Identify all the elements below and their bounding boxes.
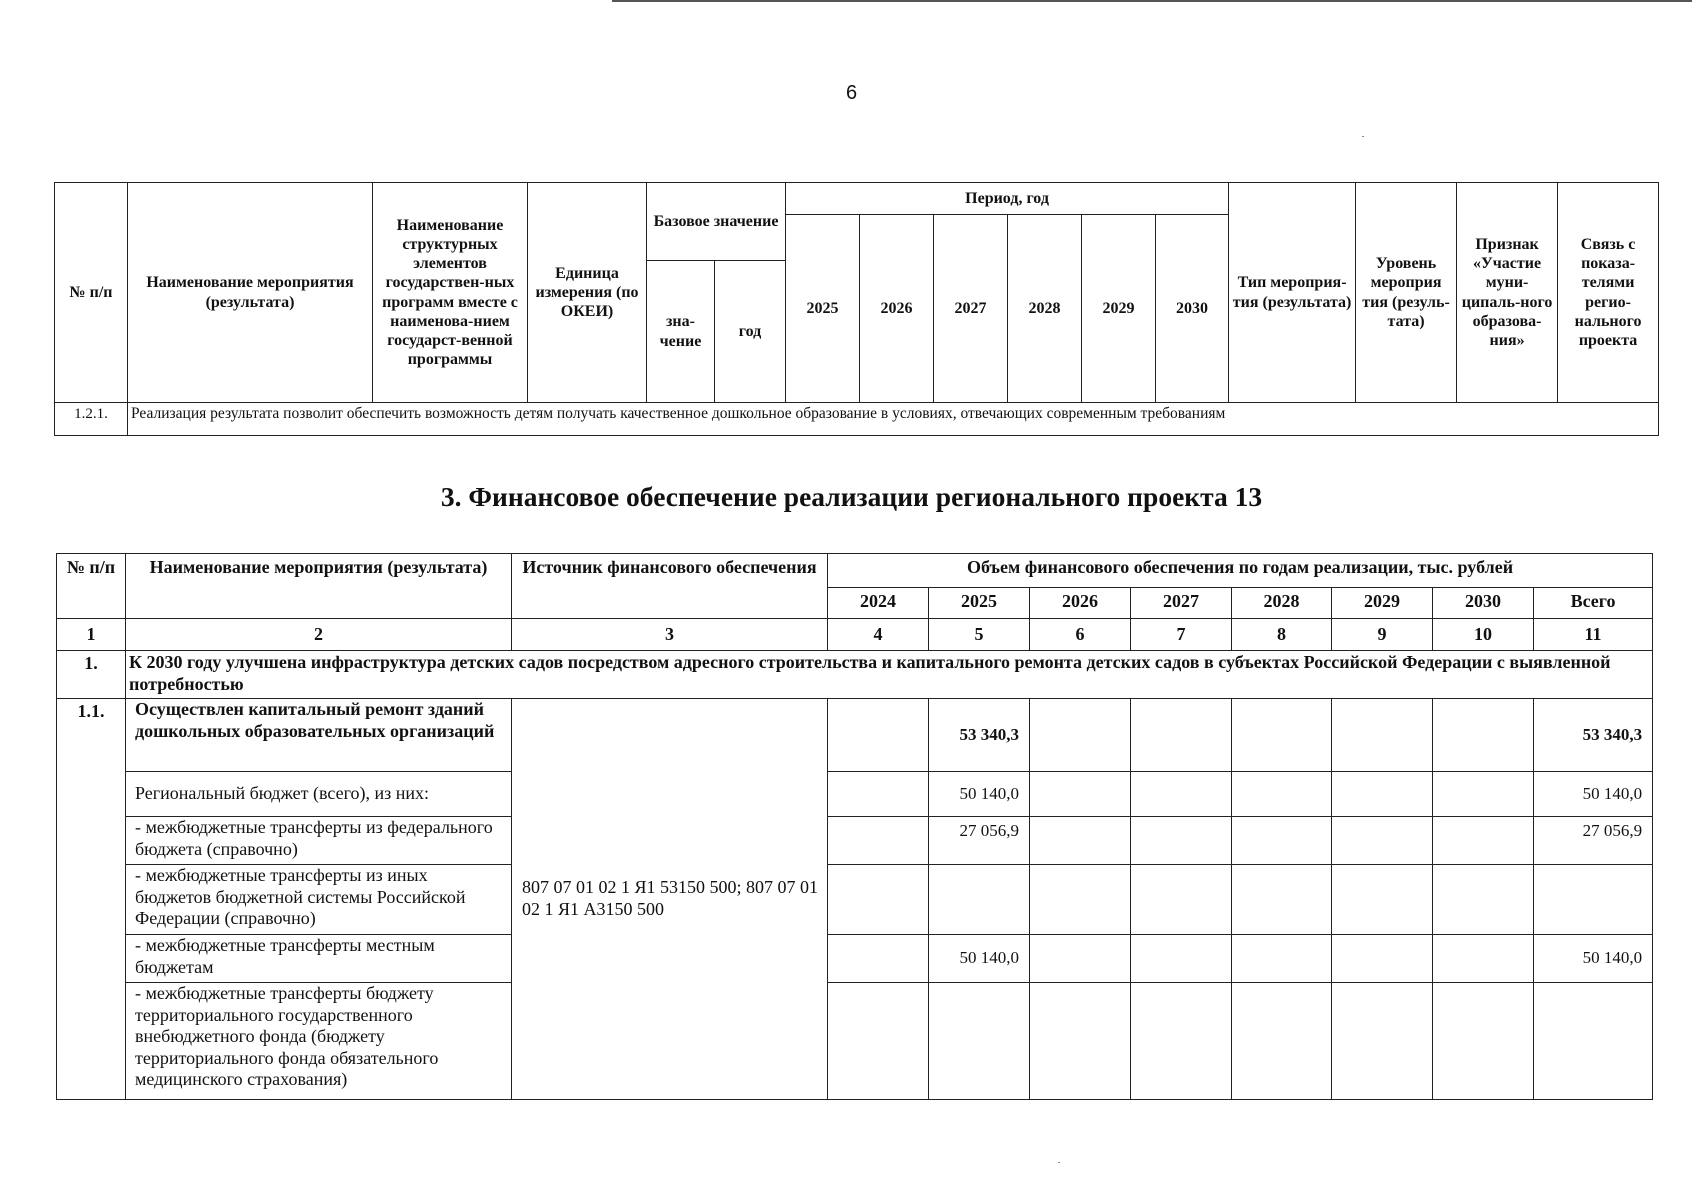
value-cell (1030, 983, 1131, 1100)
value-cell (1030, 935, 1131, 983)
col-municipal-header: Признак «Участие муни-ципаль-ного образова-ния» (1457, 183, 1558, 403)
value-cell (828, 935, 929, 983)
budget-row-name: Региональный бюджет (всего), из них: (126, 772, 512, 817)
scan-speck (1362, 136, 1364, 137)
column-number: 7 (1131, 619, 1232, 651)
year-header: 2027 (1131, 588, 1232, 619)
value-cell (1131, 817, 1232, 865)
budget-row-name: - межбюджетные трансферты из иных бюджетов бюджетной системы Российской Федерации (справочно) (126, 865, 512, 935)
budget-row-name: - межбюджетные трансферты бюджету территориального государственного внебюджетного фонда (бюджету территориального фонда обязательного медицинского страхования) (126, 983, 512, 1100)
col-name-header: Наименование мероприятия (результата) (128, 183, 373, 403)
value-cell (1131, 699, 1232, 772)
base-value-header: зна-чение (647, 261, 715, 403)
column-number: 5 (929, 619, 1030, 651)
value-cell (1332, 935, 1433, 983)
value-cell (929, 983, 1030, 1100)
year-header: 2026 (860, 215, 934, 403)
value-cell (1131, 935, 1232, 983)
value-cell (1131, 983, 1232, 1100)
year-header: 2025 (786, 215, 860, 403)
row-number: 1.2.1. (55, 403, 128, 436)
value-cell (828, 983, 929, 1100)
goal-number: 1. (57, 651, 126, 699)
col-num-header: № п/п (57, 554, 126, 619)
item-number: 1.1. (57, 699, 126, 1100)
column-number: 9 (1332, 619, 1433, 651)
total-cell: 27 056,9 (1534, 817, 1653, 865)
value-cell (1232, 699, 1332, 772)
value-cell (1232, 772, 1332, 817)
funding-source: 807 07 01 02 1 Я1 53150 500; 807 07 01 02 1 Я1 А3150 500 (512, 699, 828, 1100)
year-header: 2030 (1156, 215, 1229, 403)
value-cell (1030, 865, 1131, 935)
value-cell (828, 865, 929, 935)
value-cell (1433, 983, 1534, 1100)
value-cell (1030, 817, 1131, 865)
year-header: 2024 (828, 588, 929, 619)
value-cell (1232, 935, 1332, 983)
value-cell (828, 699, 929, 772)
total-cell: 50 140,0 (1534, 935, 1653, 983)
value-cell: 53 340,3 (929, 699, 1030, 772)
value-cell (1030, 699, 1131, 772)
column-number: 4 (828, 619, 929, 651)
value-cell (1433, 699, 1534, 772)
value-cell (1332, 772, 1433, 817)
value-cell (1131, 865, 1232, 935)
column-number: 1 (57, 619, 126, 651)
total-cell (1534, 865, 1653, 935)
col-num-header: № п/п (55, 183, 128, 403)
col-structural-header: Наименование структурных элементов государствен-ных программ вместе с наименова-нием государст-венной программы (373, 183, 528, 403)
value-cell (1433, 865, 1534, 935)
total-header: Всего (1534, 588, 1653, 619)
total-cell (1534, 983, 1653, 1100)
value-cell (1030, 772, 1131, 817)
value-cell: 50 140,0 (929, 772, 1030, 817)
goal-description: К 2030 году улучшена инфраструктура детских садов посредством адресного строительства и капитального ремонта детских садов в субъектах Российской Федерации с выявленной потребностью (126, 651, 1653, 699)
year-header: 2027 (934, 215, 1008, 403)
column-number: 6 (1030, 619, 1131, 651)
budget-row-name: - межбюджетные трансферты из федерального бюджета (справочно) (126, 817, 512, 865)
column-number: 8 (1232, 619, 1332, 651)
year-header: 2030 (1433, 588, 1534, 619)
scan-speck (1058, 1162, 1060, 1163)
column-number: 2 (126, 619, 512, 651)
financing-table (56, 553, 1653, 1100)
total-cell: 53 340,3 (1534, 699, 1653, 772)
results-table (54, 182, 1659, 436)
value-cell (1433, 772, 1534, 817)
top-rule (612, 0, 1692, 2)
col-base-header: Базовое значение (647, 183, 786, 261)
total-cell: 50 140,0 (1534, 772, 1653, 817)
column-number: 11 (1534, 619, 1653, 651)
col-unit-header: Единица измерения (по ОКЕИ) (528, 183, 647, 403)
col-level-header: Уровень мероприя тия (резуль-тата) (1356, 183, 1457, 403)
column-number: 3 (512, 619, 828, 651)
value-cell: 50 140,0 (929, 935, 1030, 983)
value-cell (1232, 865, 1332, 935)
year-header: 2026 (1030, 588, 1131, 619)
value-cell (1332, 817, 1433, 865)
page-number: 6 (845, 82, 858, 104)
value-cell (1332, 699, 1433, 772)
value-cell (828, 817, 929, 865)
year-header: 2029 (1082, 215, 1156, 403)
value-cell: 27 056,9 (929, 817, 1030, 865)
section-title: 3. Финансовое обеспечение реализации регионального проекта 13 (440, 481, 1263, 512)
column-number: 10 (1433, 619, 1534, 651)
col-volume-header: Объем финансового обеспечения по годам реализации, тыс. рублей (828, 554, 1653, 588)
value-cell (1332, 865, 1433, 935)
col-link-header: Связь с показа-телями регио-нального проекта (1558, 183, 1659, 403)
year-header: 2028 (1232, 588, 1332, 619)
col-name-header: Наименование мероприятия (результата) (126, 554, 512, 619)
value-cell (1131, 772, 1232, 817)
value-cell (1232, 817, 1332, 865)
year-header: 2029 (1332, 588, 1433, 619)
value-cell (1433, 935, 1534, 983)
value-cell (1433, 817, 1534, 865)
col-type-header: Тип мероприя-тия (результата) (1229, 183, 1356, 403)
value-cell (828, 772, 929, 817)
base-year-header: год (715, 261, 786, 403)
col-source-header: Источник финансового обеспечения (512, 554, 828, 619)
value-cell (1332, 983, 1433, 1100)
year-header: 2028 (1008, 215, 1082, 403)
budget-row-name: - межбюджетные трансферты местным бюджетам (126, 935, 512, 983)
value-cell (1232, 983, 1332, 1100)
col-period-header: Период, год (786, 183, 1229, 215)
row-description: Реализация результата позволит обеспечить возможность детям получать качественное дошкольное образование в условиях, отвечающих современным требованиям (128, 403, 1659, 436)
year-header: 2025 (929, 588, 1030, 619)
item-name: Осуществлен капитальный ремонт зданий дошкольных образовательных организаций (126, 699, 512, 772)
value-cell (929, 865, 1030, 935)
